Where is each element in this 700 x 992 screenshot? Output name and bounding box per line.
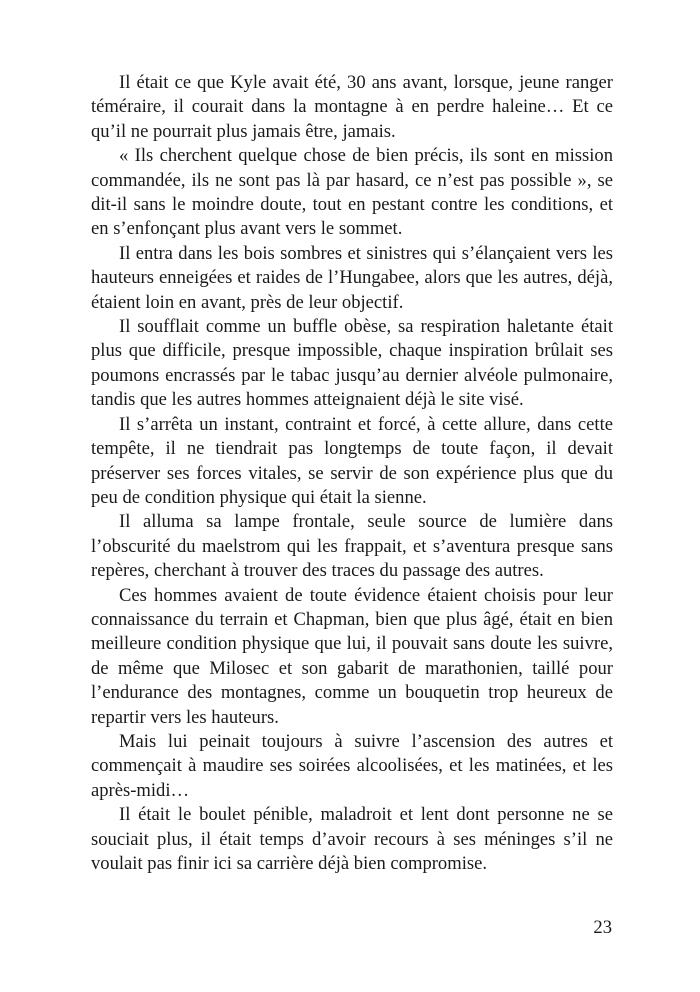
paragraph-8: Mais lui peinait toujours à suivre l’ascension des autres et commençait à maudire ses soirées alcoolisées, et les matinées, et les après-midi… (91, 730, 613, 801)
paragraph-9: Il était le boulet pénible, maladroit et lent dont personne ne se souciait plus, il était temps d’avoir recours à ses méninges s’il ne voulait pas finir ici sa carrière déjà bien compromise. (91, 804, 613, 874)
paragraph-5: Il s’arrêta un instant, contraint et forcé, à cette allure, dans cette tempête, il ne tiendrait pas longtemps de toute façon, il devait préserver ses forces vitales, se servir de son expérience plus que du peu de condition physique qui était la sienne. (91, 413, 613, 508)
paragraph-4: Il soufflait comme un buffle obèse, sa respiration haletante était plus que difficile, presque impossible, chaque inspiration brûlait ses poumons encrassés par le tabac jusqu’au dernier alvéole pulmonaire, tandis que les autres hommes atteignaient déjà le site visé. (91, 316, 613, 411)
paragraph-3: Il entra dans les bois sombres et sinistres qui s’élançaient vers les hauteurs enneigées et raides de l’Hungabee, alors que les autres, déjà, étaient loin en avant, près de leur objectif. (91, 242, 613, 313)
paragraph-1: Il était ce que Kyle avait été, 30 ans avant, lorsque, jeune ranger téméraire, il courait dans la montagne à en perdre haleine… Et ce qu’il ne pourrait plus jamais être, jamais. (91, 72, 613, 142)
paragraph-6: Il alluma sa lampe frontale, seule source de lumière dans l’obscurité du maelstrom qui les frappait, et s’aventura presque sans repères, cherchant à trouver des traces du passage des autres. (91, 511, 613, 582)
body-text (91, 71, 613, 876)
paragraph-2: « Ils cherchent quelque chose de bien précis, ils sont en mission commandée, ils ne sont pas là par hasard, ce n’est pas possible », se dit-il sans le moindre doute, tout en pestant contre les conditions, et en s’enfonçant plus avant vers le sommet. (91, 145, 613, 240)
paragraph-7: Ces hommes avaient de toute évidence étaient choisis pour leur connaissance du terrain et Chapman, bien que plus âgé, était en bien meilleure condition physique que lui, il pouvait sans doute les suivre, de même que Milosec et son gabarit de marathonien, taillé pour l’endurance des montagnes, comme un bouquetin trop heureux de repartir vers les hauteurs. (91, 584, 613, 728)
page-number: 23 (593, 917, 612, 938)
